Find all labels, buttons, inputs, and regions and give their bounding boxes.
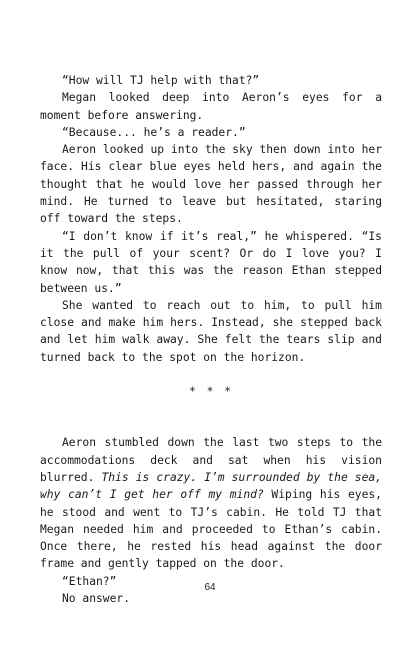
scene-break: * * * xyxy=(188,385,233,399)
paragraph-8: “Ethan?” xyxy=(62,574,117,588)
paragraph-2: Megan looked deep into Aeron’s eyes for a moment before answering. xyxy=(40,91,382,122)
paragraph-4: Aeron looked up into the sky then down into her face. His clear blue eyes held hers, and again the thought that he would love her passed through her mind. He turned to leave but hesitated, staring off toward the steps. xyxy=(40,143,382,226)
paragraph-9: No answer. xyxy=(62,592,131,606)
paragraph-3: “Because... he’s a reader.” xyxy=(62,125,246,139)
paragraph-7-part-b: Wiping his eyes, he stood and went to TJ’s cabin. He told TJ that Megan needed him and proceeded to Ethan’s cabin. Once there, he rested his head against the door frame and gently tapped on the door. xyxy=(40,488,382,571)
paragraph-5: “I don’t know if it’s real,” he whispered. “Is it the pull of your scent? Or do I love you? I know now, that this was the reason Ethan stepped between us.” xyxy=(40,229,382,295)
book-page-body xyxy=(40,72,382,607)
page-number: 64 xyxy=(204,582,216,593)
paragraph-7-italic-thought: This is crazy. I’m surrounded by the sea, why can’t I get her off my mind? xyxy=(40,470,382,502)
paragraph-6: She wanted to reach out to him, to pull him close and make him hers. Instead, she stepped back and let him walk away. She felt the tears slip and turned back to the spot on the horizon. xyxy=(40,298,382,364)
paragraph-1: “How will TJ help with that?” xyxy=(62,74,260,87)
paragraph-7 xyxy=(40,434,382,572)
paragraph-7-part-a: Aeron stumbled down the last two steps to the accommodations deck and sat when his vision blurred. xyxy=(40,436,382,484)
